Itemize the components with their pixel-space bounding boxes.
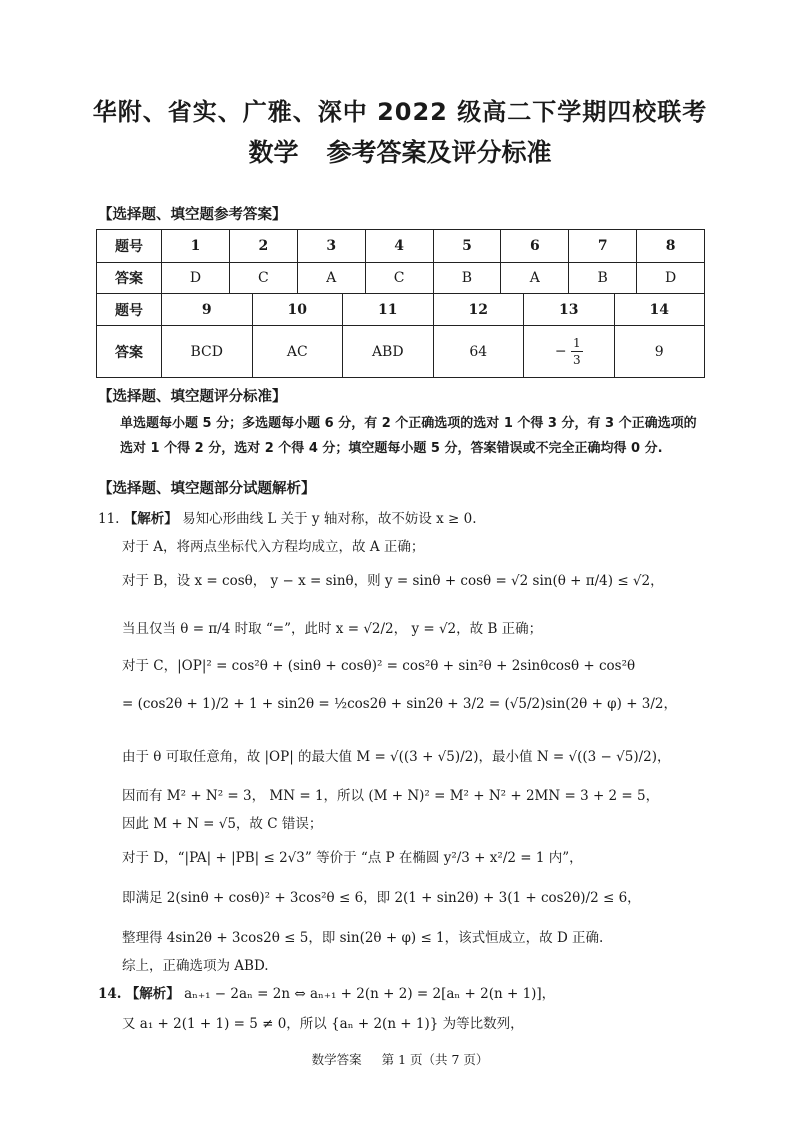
table-cell: ABD bbox=[343, 326, 434, 378]
solution-line: aₙ₊₁ − 2aₙ = 2n ⇔ aₙ₊₁ + 2(n + 2) = 2[aₙ + 2(n + 1)]， bbox=[184, 986, 556, 1002]
table-cell: 2 bbox=[229, 230, 297, 263]
answer-table-2 bbox=[96, 293, 705, 378]
answer-table-1 bbox=[96, 229, 705, 294]
q11-label: 11. 【解析】 易知心形曲线 L 关于 y 轴对称，故不妨设 x ≥ 0. bbox=[98, 511, 477, 527]
table-cell: 1 bbox=[162, 230, 230, 263]
section-heading-answers: 【选择题、填空题参考答案】 bbox=[98, 207, 287, 223]
table-cell: 14 bbox=[614, 294, 705, 326]
document-title: 华附、省实、广雅、深中 2022 级高二下学期四校联考 bbox=[92, 98, 708, 126]
document-subtitle bbox=[0, 133, 800, 169]
page-footer bbox=[0, 1050, 800, 1068]
denominator: 3 bbox=[573, 353, 581, 367]
footer-subject: 数学答案 bbox=[311, 1052, 362, 1067]
solution-line: 又 a₁ + 2(1 + 1) = 5 ≠ 0，所以 {aₙ + 2(n + 1)} 为等比数列， bbox=[122, 1016, 524, 1032]
table-cell: 3 bbox=[297, 230, 365, 263]
solution-line: 对于 B，设 x = cosθ， y − x = sinθ，则 y = sinθ + cosθ = √2 sin(θ + π/4) ≤ √2， bbox=[122, 573, 664, 589]
table-cell: 64 bbox=[433, 326, 524, 378]
table-cell: 10 bbox=[252, 294, 343, 326]
row-label-question: 题号 bbox=[97, 294, 162, 326]
solution-line: 对于 A，将两点坐标代入方程均成立，故 A 正确； bbox=[122, 539, 425, 555]
solution-line: 对于 D，“|PA| + |PB| ≤ 2√3” 等价于 “点 P 在椭圆 y²/3 + x²/2 = 1 内”， bbox=[122, 850, 583, 866]
solution-tag: 【解析】 bbox=[125, 986, 180, 1002]
q14-label: 14. 【解析】 aₙ₊₁ − 2aₙ = 2n ⇔ aₙ₊₁ + 2(n + 2) = 2[aₙ + 2(n + 1)]， bbox=[98, 986, 556, 1002]
row-label-answer: 答案 bbox=[97, 263, 162, 294]
scoring-paragraph: 单选题每小题 5 分；多选题每小题 6 分，有 2 个正确选项的选对 1 个得 3 分，有 3 个正确选项的选对 1 个得 2 分，选对 2 个得 4 分；填空题每小题 5 分，答案错误或不完全正确均得 0 分. bbox=[120, 416, 697, 456]
solution-tag: 【解析】 bbox=[123, 511, 178, 527]
minus-sign: − bbox=[554, 343, 567, 360]
subject-label: 数学 bbox=[248, 138, 299, 167]
subtitle-label: 参考答案及评分标准 bbox=[326, 138, 552, 167]
row-label-answer: 答案 bbox=[97, 326, 162, 378]
footer-page: 第 1 页（共 7 页） bbox=[381, 1052, 489, 1067]
table-cell: C bbox=[365, 263, 433, 294]
table-cell: 4 bbox=[365, 230, 433, 263]
solution-line: 因此 M + N = √5，故 C 错误； bbox=[122, 816, 323, 832]
solution-line: = (cos2θ + 1)/2 + 1 + sin2θ = ½cos2θ + sin2θ + 3/2 = (√5/2)sin(2θ + φ) + 3/2， bbox=[122, 696, 678, 712]
table-cell: 5 bbox=[433, 230, 501, 263]
fraction bbox=[571, 337, 583, 366]
table-cell: 9 bbox=[614, 326, 705, 378]
solution-line: 由于 θ 可取任意角，故 |OP| 的最大值 M = √((3 + √5)/2)，最小值 N = √((3 − √5)/2)， bbox=[122, 749, 671, 765]
table-cell: A bbox=[501, 263, 569, 294]
table-cell: A bbox=[297, 263, 365, 294]
table-cell: B bbox=[569, 263, 637, 294]
section-heading-solutions: 【选择题、填空题部分试题解析】 bbox=[98, 481, 316, 497]
solution-line: 因而有 M² + N² = 3， MN = 1，所以 (M + N)² = M² + N² + 2MN = 3 + 2 = 5， bbox=[122, 788, 660, 804]
table-cell: 13 bbox=[524, 294, 615, 326]
table-cell: C bbox=[229, 263, 297, 294]
section-heading-scoring: 【选择题、填空题评分标准】 bbox=[98, 389, 287, 405]
solution-line: 对于 C，|OP|² = cos²θ + (sinθ + cosθ)² = cos²θ + sin²θ + 2sinθcosθ + cos²θ bbox=[122, 658, 636, 674]
row-label-question: 题号 bbox=[97, 230, 162, 263]
table-cell: 6 bbox=[501, 230, 569, 263]
table-cell: B bbox=[433, 263, 501, 294]
solution-line: 综上，正确选项为 ABD. bbox=[122, 958, 269, 974]
table-cell: 9 bbox=[162, 294, 253, 326]
numerator: 1 bbox=[573, 336, 581, 350]
table-cell: 7 bbox=[569, 230, 637, 263]
solution-line: 易知心形曲线 L 关于 y 轴对称，故不妨设 x ≥ 0. bbox=[182, 511, 477, 527]
table-cell: 12 bbox=[433, 294, 524, 326]
table-cell: AC bbox=[252, 326, 343, 378]
table-cell-q13 bbox=[524, 326, 615, 378]
solution-line: 整理得 4sin2θ + 3cos2θ ≤ 5，即 sin(2θ + φ) ≤ 1，该式恒成立，故 D 正确. bbox=[122, 930, 604, 946]
table-cell: 11 bbox=[343, 294, 434, 326]
solution-line: 当且仅当 θ = π/4 时取 “=”，此时 x = √2/2， y = √2，故 B 正确； bbox=[122, 621, 543, 637]
table-cell: D bbox=[162, 263, 230, 294]
table-cell: D bbox=[637, 263, 705, 294]
solution-line: 即满足 2(sinθ + cosθ)² + 3cos²θ ≤ 6，即 2(1 + sin2θ) + 3(1 + cos2θ)/2 ≤ 6， bbox=[122, 890, 641, 906]
table-cell: BCD bbox=[162, 326, 253, 378]
table-cell: 8 bbox=[637, 230, 705, 263]
